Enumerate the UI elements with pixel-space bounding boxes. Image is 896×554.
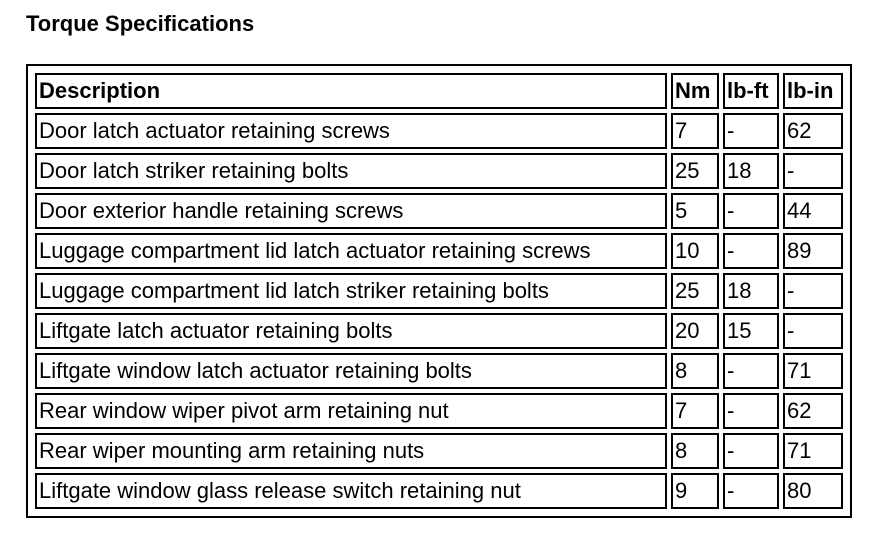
cell-lbft: - bbox=[723, 433, 779, 469]
cell-lbin: - bbox=[783, 313, 843, 349]
cell-lbin: 62 bbox=[783, 393, 843, 429]
cell-lbft: - bbox=[723, 353, 779, 389]
cell-lbin: 44 bbox=[783, 193, 843, 229]
table-row bbox=[35, 193, 843, 229]
cell-lbft: 18 bbox=[723, 273, 779, 309]
cell-lbft: - bbox=[723, 193, 779, 229]
cell-description: Door exterior handle retaining screws bbox=[35, 193, 667, 229]
cell-lbft: 18 bbox=[723, 153, 779, 189]
cell-description: Door latch actuator retaining screws bbox=[35, 113, 667, 149]
table-row bbox=[35, 113, 843, 149]
cell-lbin: - bbox=[783, 153, 843, 189]
torque-spec-table bbox=[31, 69, 847, 513]
cell-nm: 25 bbox=[671, 153, 719, 189]
cell-nm: 8 bbox=[671, 433, 719, 469]
cell-nm: 8 bbox=[671, 353, 719, 389]
table-row bbox=[35, 153, 843, 189]
cell-description: Liftgate window glass release switch retaining nut bbox=[35, 473, 667, 509]
cell-description: Luggage compartment lid latch actuator retaining screws bbox=[35, 233, 667, 269]
cell-lbin: 71 bbox=[783, 353, 843, 389]
cell-lbin: 71 bbox=[783, 433, 843, 469]
table-row bbox=[35, 353, 843, 389]
cell-lbft: - bbox=[723, 233, 779, 269]
table-header bbox=[35, 73, 843, 109]
table-row bbox=[35, 273, 843, 309]
cell-nm: 20 bbox=[671, 313, 719, 349]
table-row bbox=[35, 313, 843, 349]
header-nm: Nm bbox=[671, 73, 719, 109]
table-row bbox=[35, 473, 843, 509]
cell-nm: 25 bbox=[671, 273, 719, 309]
table-header-row bbox=[35, 73, 843, 109]
table-row bbox=[35, 393, 843, 429]
cell-lbft: - bbox=[723, 393, 779, 429]
cell-lbin: - bbox=[783, 273, 843, 309]
cell-nm: 7 bbox=[671, 113, 719, 149]
header-lbin: lb-in bbox=[783, 73, 843, 109]
cell-nm: 9 bbox=[671, 473, 719, 509]
header-description: Description bbox=[35, 73, 667, 109]
cell-nm: 7 bbox=[671, 393, 719, 429]
cell-description: Liftgate latch actuator retaining bolts bbox=[35, 313, 667, 349]
cell-lbft: - bbox=[723, 113, 779, 149]
cell-description: Luggage compartment lid latch striker retaining bolts bbox=[35, 273, 667, 309]
cell-lbft: 15 bbox=[723, 313, 779, 349]
cell-lbft: - bbox=[723, 473, 779, 509]
cell-lbin: 80 bbox=[783, 473, 843, 509]
table-row bbox=[35, 433, 843, 469]
cell-nm: 5 bbox=[671, 193, 719, 229]
cell-lbin: 89 bbox=[783, 233, 843, 269]
cell-description: Liftgate window latch actuator retaining bolts bbox=[35, 353, 667, 389]
table-row bbox=[35, 233, 843, 269]
cell-nm: 10 bbox=[671, 233, 719, 269]
table-body bbox=[35, 113, 843, 509]
torque-table-frame bbox=[26, 64, 852, 518]
page-title: Torque Specifications bbox=[26, 11, 255, 36]
cell-description: Rear wiper mounting arm retaining nuts bbox=[35, 433, 667, 469]
header-lbft: lb-ft bbox=[723, 73, 779, 109]
cell-lbin: 62 bbox=[783, 113, 843, 149]
cell-description: Rear window wiper pivot arm retaining nut bbox=[35, 393, 667, 429]
cell-description: Door latch striker retaining bolts bbox=[35, 153, 667, 189]
